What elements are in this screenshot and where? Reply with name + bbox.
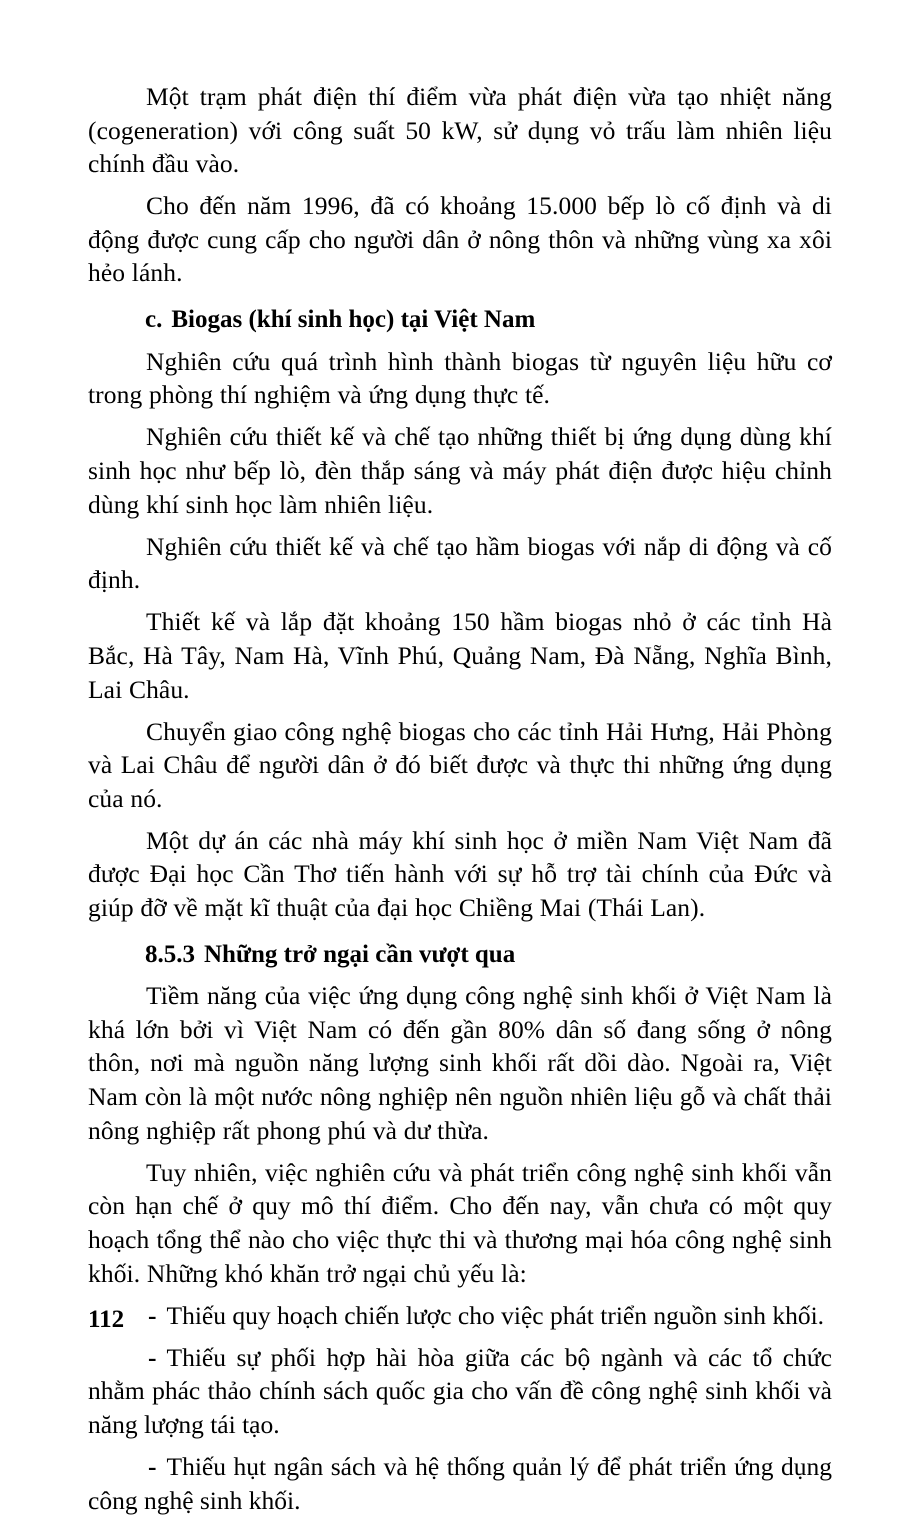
- paragraph: Cho đến năm 1996, đã có khoảng 15.000 bếp lò cố định và di động được cung cấp cho người dân ở nông thôn và những vùng xa xôi hẻo lánh.: [88, 191, 832, 288]
- heading-marker: c.: [145, 306, 163, 334]
- paragraph: Một dự án các nhà máy khí sinh học ở miền Nam Việt Nam đã được Đại học Cần Thơ tiến hành với sự hỗ trợ tài chính của Đức và giúp đỡ về mặt kĩ thuật của đại học Chiềng Mai (Thái Lan).: [88, 825, 832, 923]
- list-item-text: Thiếu hụt ngân sách và hệ thống quản lý để phát triển ứng dụng công nghệ sinh khối.: [88, 1451, 832, 1515]
- list-item-text: Thiếu sự phối hợp hài hòa giữa các bộ ngành và các tổ chức nhằm phác thảo chính sách quốc gia cho vấn đề công nghệ sinh khối và năng lượng tái tạo.: [88, 1342, 832, 1439]
- bullet-marker: -: [148, 1451, 157, 1481]
- heading-marker: 8.5.3: [145, 940, 195, 968]
- paragraph: Thiết kế và lắp đặt khoảng 150 hầm biogas nhỏ ở các tỉnh Hà Bắc, Hà Tây, Nam Hà, Vĩnh Phú, Quảng Nam, Đà Nẵng, Nghĩa Bình, Lai Châu.: [88, 607, 832, 704]
- paragraph: Tiềm năng của việc ứng dụng công nghệ sinh khối ở Việt Nam là khá lớn bởi vì Việt Nam có đến gần 80% dân số đang sống ở nông thôn, nơi mà nguồn năng lượng sinh khối rất dồi dào. Ngoài ra, Việt Nam còn là một nước nông nghiệp nên nguồn nhiên liệu gỗ và chất thải nông nghiệp rất phong phú và dư thừa.: [88, 981, 832, 1145]
- paragraph: Tuy nhiên, việc nghiên cứu và phát triển công nghệ sinh khối vẫn còn hạn chế ở quy mô thí điểm. Cho đến nay, vẫn chưa có một quy hoạch tổng thể nào cho việc thực thi và thương mại hóa công nghệ sinh khối. Những khó khăn trở ngại chủ yếu là:: [88, 1157, 832, 1288]
- list-item: [88, 1341, 832, 1442]
- section-heading-853: [88, 938, 832, 972]
- section-heading-biogas: [88, 303, 832, 337]
- list-item: [88, 1450, 832, 1517]
- page-number: 112: [88, 1306, 125, 1333]
- list-item-text: Thiếu quy hoạch chiến lược cho việc phát triển nguồn sinh khối.: [166, 1300, 825, 1330]
- list-item: [88, 1299, 832, 1333]
- paragraph: Một trạm phát điện thí điểm vừa phát điện vừa tạo nhiệt năng (cogeneration) với công suất 50 kW, sử dụng vỏ trấu làm nhiên liệu chính đầu vào.: [88, 82, 832, 179]
- bullet-marker: -: [148, 1342, 157, 1372]
- page-content: [88, 80, 832, 1517]
- paragraph: Nghiên cứu thiết kế và chế tạo những thiết bị ứng dụng dùng khí sinh học như bếp lò, đèn thắp sáng và máy phát điện được hiệu chỉnh dùng khí sinh học làm nhiên liệu.: [88, 422, 832, 519]
- heading-text: Những trở ngại cần vượt qua: [204, 940, 516, 968]
- heading-text: Biogas (khí sinh học) tại Việt Nam: [171, 306, 536, 334]
- bullet-marker: -: [148, 1300, 157, 1330]
- paragraph: Nghiên cứu quá trình hình thành biogas từ nguyên liệu hữu cơ trong phòng thí nghiệm và ứng dụng thực tế.: [88, 346, 832, 410]
- paragraph: Chuyển giao công nghệ biogas cho các tỉnh Hải Hưng, Hải Phòng và Lai Châu để người dân ở đó biết được và thực thi những ứng dụng của nó.: [88, 716, 832, 813]
- paragraph: Nghiên cứu thiết kế và chế tạo hầm biogas với nắp di động và cố định.: [88, 531, 832, 595]
